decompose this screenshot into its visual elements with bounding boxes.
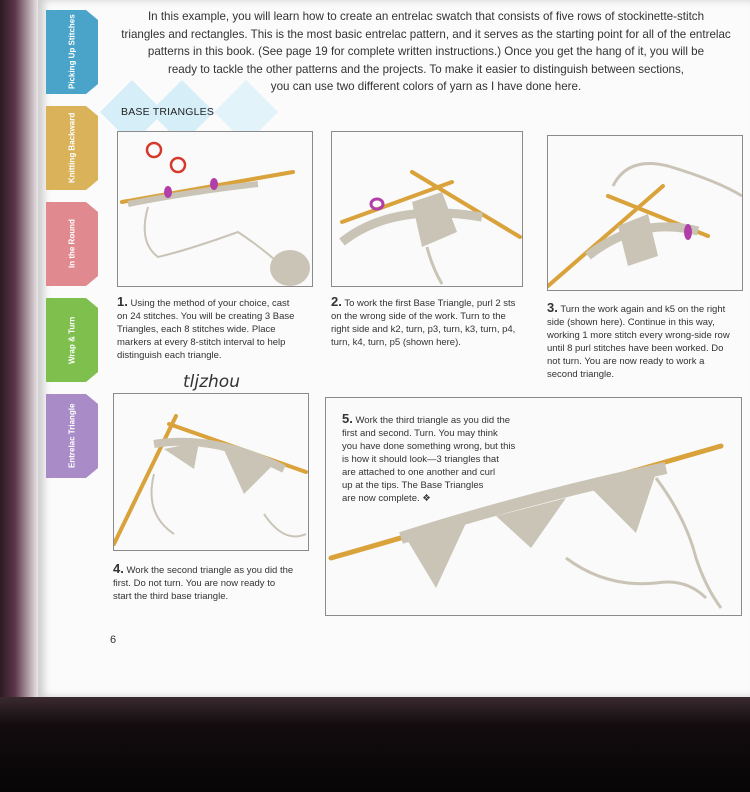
- step-line: first and second. Turn. You may think: [342, 428, 498, 439]
- step-line: are now complete. ❖: [342, 493, 431, 504]
- step-line: right side and k2, turn, p3, turn, k3, turn, p4,: [331, 324, 516, 335]
- tab-label: In the Round: [67, 219, 77, 269]
- step-line: on the wrong side of the work. Turn to the: [331, 311, 506, 322]
- cast-on-image: [118, 132, 312, 286]
- step-5-photo: [325, 397, 742, 616]
- second-triangle-image: [114, 394, 308, 550]
- side-tab-entrelac-triangle[interactable]: [46, 394, 98, 478]
- step-line: second triangle.: [547, 369, 615, 380]
- step-number: 4.: [113, 561, 124, 576]
- step-line: on 24 stitches. You will be creating 3 Base: [117, 311, 295, 322]
- intro-line: ready to tackle the other patterns and the projects. To make it easier to distinguish between sections,: [167, 62, 684, 76]
- intro-line: triangles and rectangles. This is the most basic entrelac pattern, and it serves as the starting point for all of the entrelac: [121, 27, 731, 41]
- step-5-text: [342, 412, 542, 505]
- tab-label: Entrelac Triangle: [67, 403, 77, 469]
- step-line: is how it should look—3 triangles that: [342, 454, 499, 465]
- step-line: start the third base triangle.: [113, 591, 229, 602]
- step-line: markers at every 8-stitch interval to help: [117, 337, 286, 348]
- tab-label: Knitting Backward: [67, 112, 77, 184]
- step-2-text: [331, 295, 531, 349]
- tab-label: Wrap & Turn: [67, 316, 77, 364]
- step-line: Work the third triangle as you did the: [355, 415, 511, 426]
- side-tab-in-the-round[interactable]: [46, 202, 98, 286]
- first-triangle-image: [332, 132, 522, 286]
- step-1-photo: [117, 131, 313, 287]
- step-line: are attached to one another and curl: [342, 467, 496, 478]
- step-1-text: [117, 295, 317, 362]
- step-number: 5.: [342, 411, 353, 426]
- intro-line: In this example, you will learn how to create an entrelac swatch that consists of five rows of stockinette-stitch: [147, 10, 705, 23]
- step-line: Using the method of your choice, cast: [130, 298, 290, 309]
- step-line: turn, k4, turn, p5 (shown here).: [331, 337, 461, 348]
- step-2-photo: [331, 131, 523, 287]
- step-4-text: [113, 562, 313, 603]
- tab-label: Picking Up Stitches: [67, 14, 77, 90]
- step-3-text: [547, 301, 747, 381]
- step-number: 3.: [547, 300, 558, 315]
- step-line: not turn. You are now ready to work a: [547, 356, 705, 367]
- step-line: Turn the work again and k5 on the right: [560, 304, 726, 315]
- step-number: 1.: [117, 294, 128, 309]
- page-number: 6: [110, 634, 117, 646]
- side-tab-picking-up[interactable]: [46, 10, 98, 94]
- step-number: 2.: [331, 294, 342, 309]
- step-line: Work the second triangle as you did the: [126, 565, 294, 576]
- side-tab-knitting-backward[interactable]: [46, 106, 98, 190]
- step-line: To work the first Base Triangle, purl 2 sts: [344, 298, 516, 309]
- intro-line: patterns in this book. (See page 19 for complete written instructions.) Once you get the hang of it, you will be: [147, 45, 705, 58]
- turn-work-image: [548, 136, 742, 290]
- intro-line: you can use two different colors of yarn as I have done here.: [270, 80, 582, 93]
- step-line: Triangles, each 8 stitches wide. Place: [117, 324, 276, 335]
- step-4-photo: [113, 393, 309, 551]
- step-line: distinguish each triangle.: [117, 350, 222, 361]
- step-line: up at the tips. The Base Triangles: [342, 480, 484, 491]
- step-line: first. Do not turn. You are now ready to: [113, 578, 276, 589]
- step-line: working 1 more stitch every wrong-side row: [547, 330, 730, 341]
- side-tab-wrap-turn[interactable]: [46, 298, 98, 382]
- step-line: side (shown here). Continue in this way,: [547, 317, 715, 328]
- step-3-photo: [547, 135, 743, 291]
- book-binding: [0, 0, 42, 700]
- step-line: until 8 purl stitches have been worked. Do: [547, 343, 724, 354]
- section-title: BASE TRIANGLES: [121, 106, 215, 118]
- background-surface: [0, 697, 750, 792]
- step-line: you have done something wrong, but this: [342, 441, 516, 452]
- watermark: tljzhou: [183, 372, 240, 392]
